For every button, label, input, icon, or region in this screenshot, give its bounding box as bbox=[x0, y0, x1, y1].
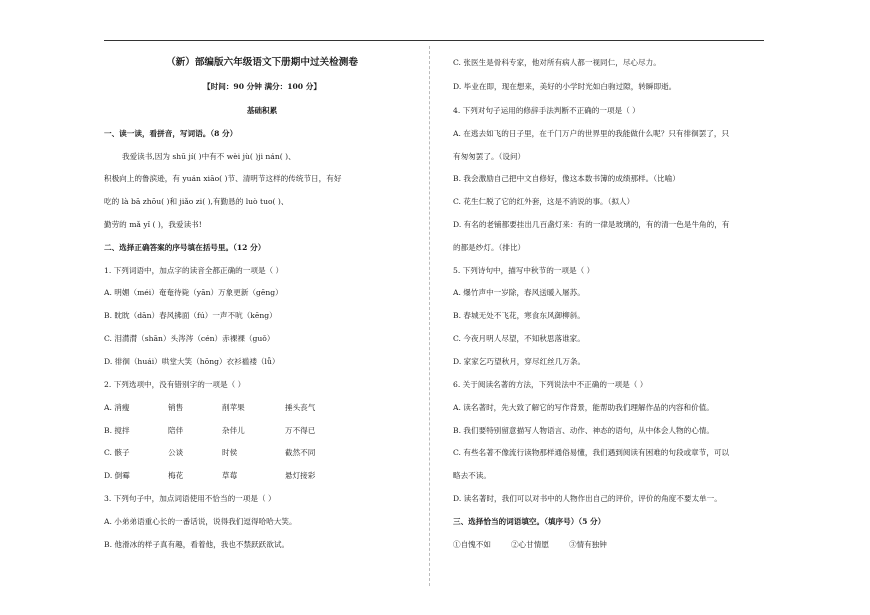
q2-1-option-d: D. 徘徊（huái）哄堂大笑（hōng）衣衫褴褛（lǚ） bbox=[104, 357, 280, 366]
q5-option-b: B. 春城无处不飞花，寒食东风御柳斜。 bbox=[453, 311, 585, 320]
q1-line: 吃的 là bā zhōu( )和 jiǎo zi( ),有勤恳的 luò tuo( )、 bbox=[104, 197, 289, 206]
exam-meta: 【时间：90 分钟 满分：100 分】 bbox=[203, 82, 321, 91]
q2-1-option-b: B. 眈眈（dān）春风拂面（fú）一声不吭（kēng） bbox=[104, 311, 277, 320]
q2-3-option-a: A. 小弟弟语重心长的一番话说，说得我们逗得哈哈大笑。 bbox=[104, 517, 297, 526]
exam-title: （新）部编版六年级语文下册期中过关检测卷 bbox=[166, 57, 358, 68]
q6-option: C. 有些名著不像流行读物那样通俗易懂，我们遇到阅读有困难的句段或章节，可以 bbox=[453, 448, 730, 457]
word-option: ①自愧不如 bbox=[453, 540, 491, 549]
q6-option: B. 我们要特别留意描写人物语言、动作、神态的语句，从中体会人物的心情。 bbox=[453, 426, 714, 435]
q4-option: B. 我会激励自己把中文自修好，像这本数书簿的成绩那样。（比喻） bbox=[453, 174, 680, 183]
q2-2-stem: 2. 下列选项中，没有错别字的一项是（ ） bbox=[104, 380, 246, 389]
q4-option: 有匆匆罢了。（设问） bbox=[453, 152, 526, 161]
q5-option-d: D. 家家乞巧望秋月，穿尽红丝几万条。 bbox=[453, 357, 586, 366]
q2-3-stem: 3. 下列句子中，加点词语使用不恰当的一项是（ ） bbox=[104, 494, 276, 503]
q6-option: 略去不读。 bbox=[453, 471, 491, 480]
q2-1-stem: 1. 下列词语中，加点字的读音全都正确的一项是（ ） bbox=[104, 266, 284, 275]
section-title: 基础积累 bbox=[246, 106, 278, 115]
q3-heading: 三、选择恰当的词语填空。（填序号）（5 分） bbox=[453, 517, 606, 526]
q1-line: 我爱读书,因为 shū jí( )中有不 wèi jù( )ji nán( )、 bbox=[122, 152, 296, 161]
q4-option: A. 在逃去如飞的日子里，在千门万户的世界里的我能做什么呢？只有徘徊罢了，只 bbox=[453, 129, 730, 138]
q1-line: 积极向上的鲁滨逊，有 yuán xiāo( )节、清明节这样的传统节日，有好 bbox=[104, 174, 342, 183]
top-rule bbox=[104, 40, 764, 41]
q2-2-option-a: A. 消瘦 销售 削苹果 捶头丧气 bbox=[104, 403, 316, 412]
q2-1-option-c: C. 泪潸潸（shān）头涔涔（cén）赤裸裸（guǒ） bbox=[104, 334, 275, 343]
q2-2-option-b: B. 搅拌 陪伴 杂伴儿 万不得已 bbox=[104, 426, 316, 435]
q2-3-option-d: D. 毕业在即，现在想来，美好的小学时光如白驹过隙，转瞬即逝。 bbox=[453, 82, 677, 91]
q1-line: 勤劳的 mǎ yǐ ( )，我爱读书! bbox=[104, 220, 202, 229]
q2-3-option-c: C. 张医生是骨科专家，他对所有病人都一视同仁，尽心尽力。 bbox=[453, 58, 661, 67]
q5-option-a: A. 爆竹声中一岁除，春风送暖入屠苏。 bbox=[453, 288, 585, 297]
q2-2-option-d: D. 倒霉 梅花 草莓 悬灯接彩 bbox=[104, 471, 316, 480]
q1-heading: 一、读一读，看拼音，写词语。（8 分） bbox=[104, 129, 238, 138]
q2-2-option-c: C. 骸子 公谈 时侯 截然不同 bbox=[104, 448, 316, 457]
q4-option: D. 有名的老铺都要挂出几百盏灯来：有的一律是玻璃的，有的清一色是牛角的，有 bbox=[453, 220, 730, 229]
q6-option: A. 读名著时，先大致了解它的写作背景，能帮助我们理解作品的内容和价值。 bbox=[453, 403, 714, 412]
q4-option: 的都是纱灯。（排比） bbox=[453, 243, 526, 252]
word-option: ②心甘情愿 bbox=[510, 540, 549, 549]
q5-option-c: C. 今夜月明人尽望，不知秋思落谁家。 bbox=[453, 334, 585, 343]
column-divider bbox=[429, 46, 430, 586]
q5-stem: 5. 下列诗句中，描写中秋节的一项是（ ） bbox=[453, 266, 595, 275]
q3-word-options bbox=[453, 539, 627, 550]
q2-3-option-b: B. 他滑冰的样子真有趣，看着他，我也不禁跃跃欲试。 bbox=[104, 540, 290, 549]
q6-stem: 6. 关于阅读名著的方法，下列说法中不正确的一项是（ ） bbox=[453, 380, 648, 389]
q4-stem: 4. 下列对句子运用的修辞手法判断不正确的一项是（ ） bbox=[453, 106, 640, 115]
q2-1-option-a: A. 明媚（méi）奄奄待毙（yān）万象更新（gēng） bbox=[104, 288, 283, 297]
word-option: ③情有独钟 bbox=[568, 540, 607, 549]
q6-option: D. 读名著时，我们可以对书中的人物作出自己的评价，评价的角度不要太单一。 bbox=[453, 494, 722, 503]
q4-option: C. 花生仁脱了它的红外套，这是不消说的事。（拟人） bbox=[453, 197, 635, 206]
q2-heading: 二、选择正确答案的序号填在括号里。（12 分） bbox=[104, 243, 266, 252]
